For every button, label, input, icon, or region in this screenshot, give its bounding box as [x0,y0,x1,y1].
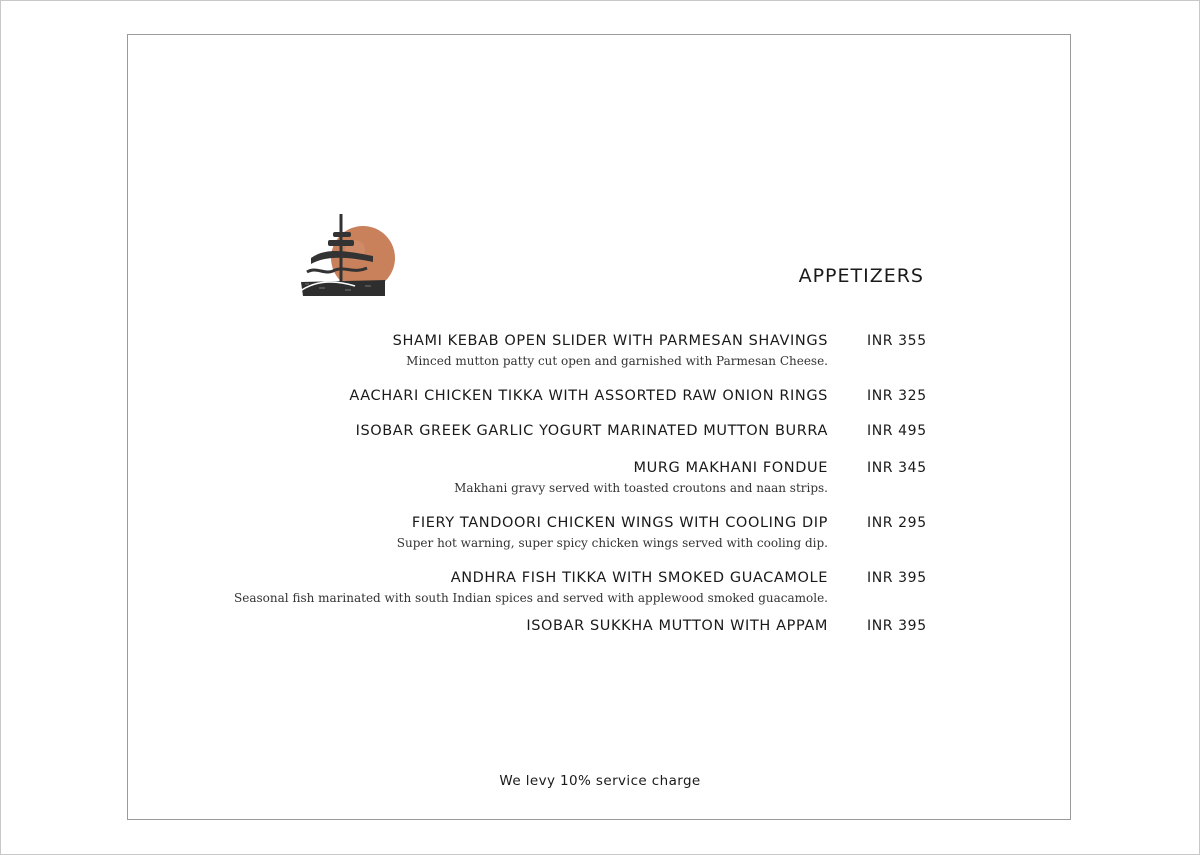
menu-item [356,422,828,440]
menu-item-description: Super hot warning, super spicy chicken wings served with cooling dip. [396,536,828,550]
restaurant-logo-icon [295,210,399,302]
menu-item-price: INR 345 [867,460,927,476]
menu-item-name: ANDHRA FISH TIKKA WITH SMOKED GUACAMOLE [450,570,828,586]
menu-item-name: FIERY TANDOORI CHICKEN WINGS WITH COOLING DIP [411,515,828,531]
menu-item-price: INR 325 [867,388,927,404]
menu-item-description: Minced mutton patty cut open and garnished with Parmesan Cheese. [406,354,828,368]
section-title: APPETIZERS [798,265,924,287]
menu-item-name: SHAMI KEBAB OPEN SLIDER WITH PARMESAN SHAVINGS [392,333,828,349]
menu-item-name: ISOBAR GREEK GARLIC YOGURT MARINATED MUTTON BURRA [355,423,828,439]
menu-item [393,332,828,369]
menu-item [397,514,828,551]
menu-item-price: INR 395 [867,618,927,634]
menu-item-description: Makhani gravy served with toasted croutons and naan strips. [454,481,828,495]
menu-item [349,387,828,405]
menu-item [454,459,828,496]
menu-item-name: MURG MAKHANI FONDUE [633,460,828,476]
menu-item-price: INR 355 [867,333,927,349]
menu-item [234,569,828,606]
service-charge-note: We levy 10% service charge [499,773,701,789]
menu-item-name: AACHARI CHICKEN TIKKA WITH ASSORTED RAW ONION RINGS [349,388,828,404]
menu-item-description: Seasonal fish marinated with south Indian spices and served with applewood smoked guacamole. [234,591,828,605]
menu-item-price: INR 495 [867,423,927,439]
menu-item-price: INR 395 [867,570,927,586]
menu-item-price: INR 295 [867,515,927,531]
menu-item-name: ISOBAR SUKKHA MUTTON WITH APPAM [526,618,828,634]
menu-item [526,617,828,635]
